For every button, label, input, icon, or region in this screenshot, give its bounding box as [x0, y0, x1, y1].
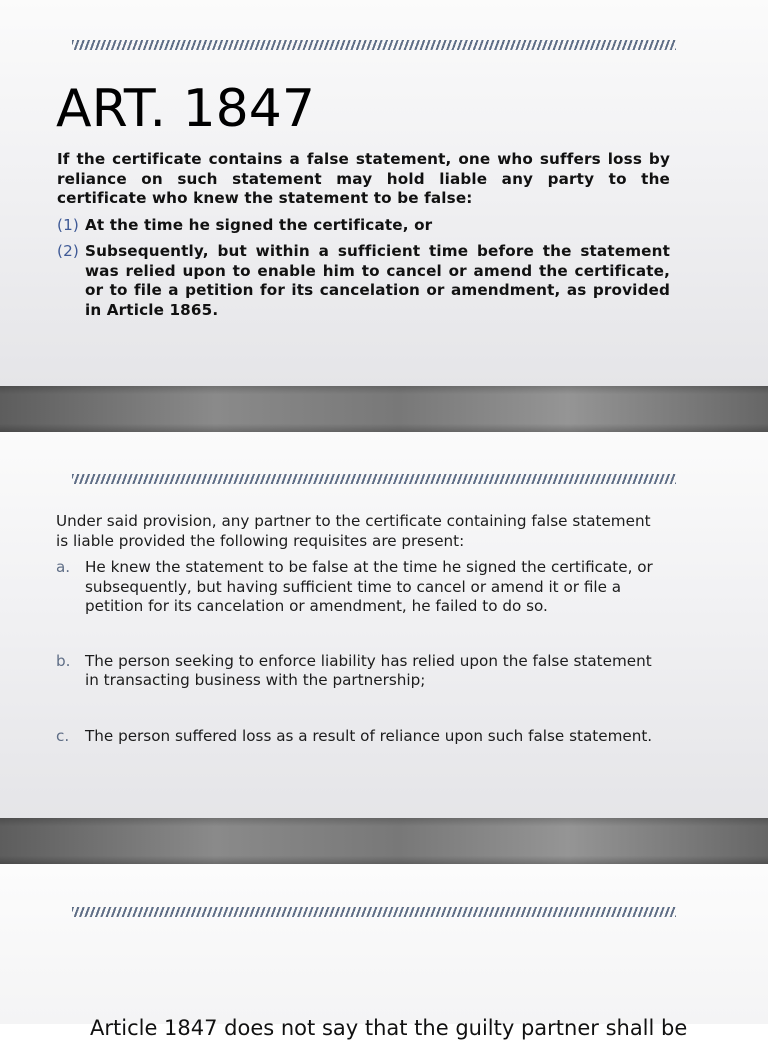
numbered-item [57, 242, 670, 320]
decorative-hatch-bar [72, 40, 676, 50]
item-text: The person seeking to enforce liability has relied upon the false statement in transacting business with the partnership; [85, 651, 652, 689]
slide-article-1847 [0, 0, 768, 386]
item-letter: b. [56, 651, 71, 670]
numbered-item [57, 216, 670, 236]
article-intro: If the certificate contains a false statement, one who suffers loss by reliance on such statement may hold liable any party to the certificate who knew the statement to be false: [57, 150, 670, 207]
item-number: (1) [57, 215, 79, 234]
item-number: (2) [57, 242, 79, 260]
item-letter: a. [56, 558, 71, 576]
lettered-item [56, 652, 656, 691]
item-text: The person suffered loss as a result of reliance upon such false statement. [85, 726, 653, 745]
decorative-hatch-bar [72, 907, 676, 917]
item-text: Subsequently, but within a sufficient time before the statement was relied upon to enable him to cancel or amend the certificate, or to file a petition for its cancelation or amendment, as provided in Article 1865. [85, 242, 670, 319]
lettered-item [56, 727, 656, 747]
partial-slide-text: Article 1847 does not say that the guilty partner shall be [90, 1016, 688, 1040]
slide-requisites [0, 432, 768, 818]
lettered-item [56, 558, 656, 617]
decorative-hatch-bar [72, 474, 676, 484]
requisites-text [56, 512, 656, 746]
slide-title: ART. 1847 [56, 79, 315, 139]
slide-separator [0, 386, 768, 432]
slide-partial [0, 864, 768, 1040]
item-text: He knew the statement to be false at the time he signed the certificate, or subsequently, but having sufficient time to cancel or amend it or file a petition for its cancelation or amendment, he failed to do so. [85, 558, 653, 615]
item-letter: c. [56, 726, 70, 745]
article-text [57, 150, 670, 320]
requisites-intro: Under said provision, any partner to the certificate containing false statement is liable provided the following requisites are present: [56, 512, 651, 550]
slide-separator [0, 818, 768, 864]
item-text: At the time he signed the certificate, or [85, 215, 433, 234]
